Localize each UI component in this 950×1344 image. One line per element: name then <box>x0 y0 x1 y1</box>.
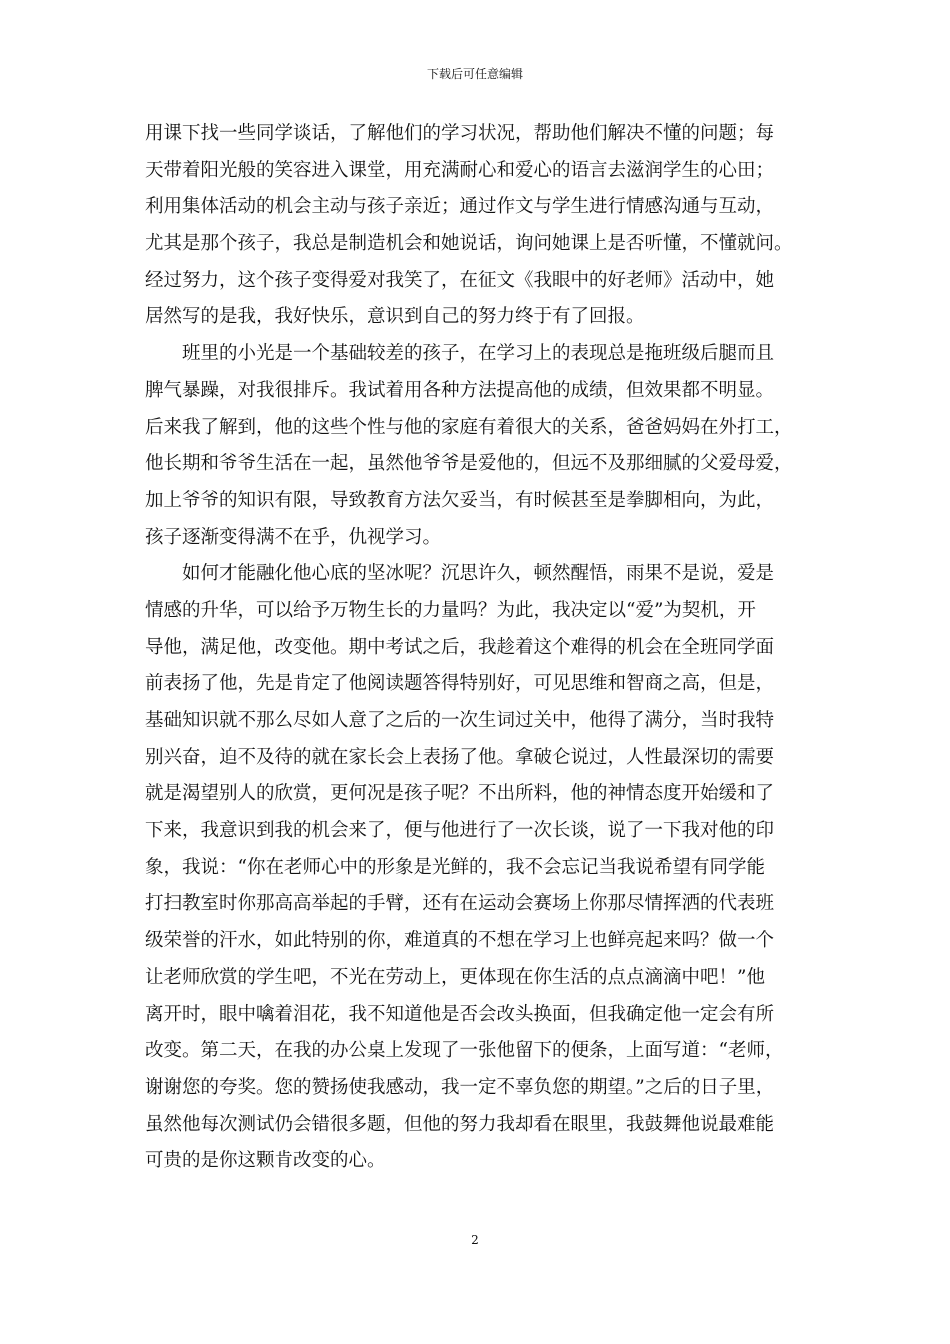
text-line: 居然写的是我，我好快乐，意识到自己的努力终于有了回报。 <box>145 306 645 328</box>
text-line: 后来我了解到，他的这些个性与他的家庭有着很大的关系，爸爸妈妈在外打工， <box>145 416 793 438</box>
text-line: 级荣誉的汗水，如此特别的你，难道真的不想在学习上也鲜亮起来吗？做一个 <box>145 930 775 952</box>
document-body <box>145 116 810 1180</box>
text-line: 就是渴望别人的欣赏，更何况是孩子呢？不出所料，他的神情态度开始缓和了 <box>145 783 775 805</box>
paragraph-start-line: 班里的小光是一个基础较差的孩子，在学习上的表现总是拖班级后腿而且 <box>182 343 775 365</box>
text-line: 改变。第二天，在我的办公桌上发现了一张他留下的便条，上面写道：“老师， <box>145 1040 784 1062</box>
text-line: 可贵的是你这颗肯改变的心。 <box>145 1150 386 1172</box>
text-line: 用课下找一些同学谈话，了解他们的学习状况，帮助他们解决不懂的问题；每 <box>145 123 775 144</box>
text-line: 基础知识就不那么尽如人意了之后的一次生词过关中，他得了满分，当时我特 <box>145 710 775 731</box>
text-line: 利用集体活动的机会主动与孩子亲近；通过作文与学生进行情感沟通与互动， <box>145 196 775 218</box>
text-line: 经过努力，这个孩子变得爱对我笑了，在征文《我眼中的好老师》活动中，她 <box>145 269 775 291</box>
page-header: 下载后可任意编辑 <box>426 67 523 81</box>
text-line: 情感的升华，可以给予万物生长的力量吗？为此，我决定以“爱”为契机，开 <box>145 599 756 621</box>
text-line: 孩子逐渐变得满不在乎，仇视学习。 <box>145 526 442 548</box>
text-line: 下来，我意识到我的机会来了，便与他进行了一次长谈，说了一下我对他的印 <box>145 820 775 842</box>
page-number: 2 <box>471 1233 479 1247</box>
text-line: 脾气暴躁，对我很排斥。我试着用各种方法提高他的成绩，但效果都不明显。 <box>145 379 775 401</box>
text-line: 天带着阳光般的笑容进入课堂，用充满耐心和爱心的语言去滋润学生的心田； <box>145 159 775 181</box>
paragraph-start-line: 如何才能融化他心底的坚冰呢？沉思许久，顿然醒悟，雨果不是说，爱是 <box>182 563 775 585</box>
text-line: 别兴奋，迫不及待的就在家长会上表扬了他。拿破仑说过，人性最深切的需要 <box>145 746 775 768</box>
text-line: 象，我说：“你在老师心中的形象是光鲜的，我不会忘记当我说希望有同学能 <box>145 856 765 878</box>
text-line: 让老师欣赏的学生吧，不光在劳动上，更体现在你生活的点点滴滴中吧！”他 <box>145 966 765 988</box>
text-line: 谢谢您的夸奖。您的赞扬使我感动，我一定不辜负您的期望。”之后的日子里， <box>145 1076 775 1098</box>
text-line: 导他，满足他，改变他。期中考试之后，我趁着这个难得的机会在全班同学面 <box>145 636 775 658</box>
text-line: 虽然他每次测试仍会错很多题，但他的努力我却看在眼里，我鼓舞他说最难能 <box>145 1113 775 1135</box>
text-line: 打扫教室时你那高高举起的手臂，还有在运动会赛场上你那尽情挥洒的代表班 <box>145 893 775 915</box>
text-line: 离开时，眼中噙着泪花，我不知道他是否会改头换面，但我确定他一定会有所 <box>145 1003 775 1025</box>
text-line: 前表扬了他，先是肯定了他阅读题答得特别好，可见思维和智商之高，但是， <box>145 673 775 695</box>
text-line: 加上爷爷的知识有限，导致教育方法欠妥当，有时候甚至是拳脚相向，为此， <box>145 489 775 511</box>
text-line: 他长期和爷爷生活在一起，虽然他爷爷是爱他的，但远不及那细腻的父爱母爱， <box>145 453 793 475</box>
text-line: 尤其是那个孩子，我总是制造机会和她说话，询问她课上是否听懂，不懂就问。 <box>145 233 793 255</box>
